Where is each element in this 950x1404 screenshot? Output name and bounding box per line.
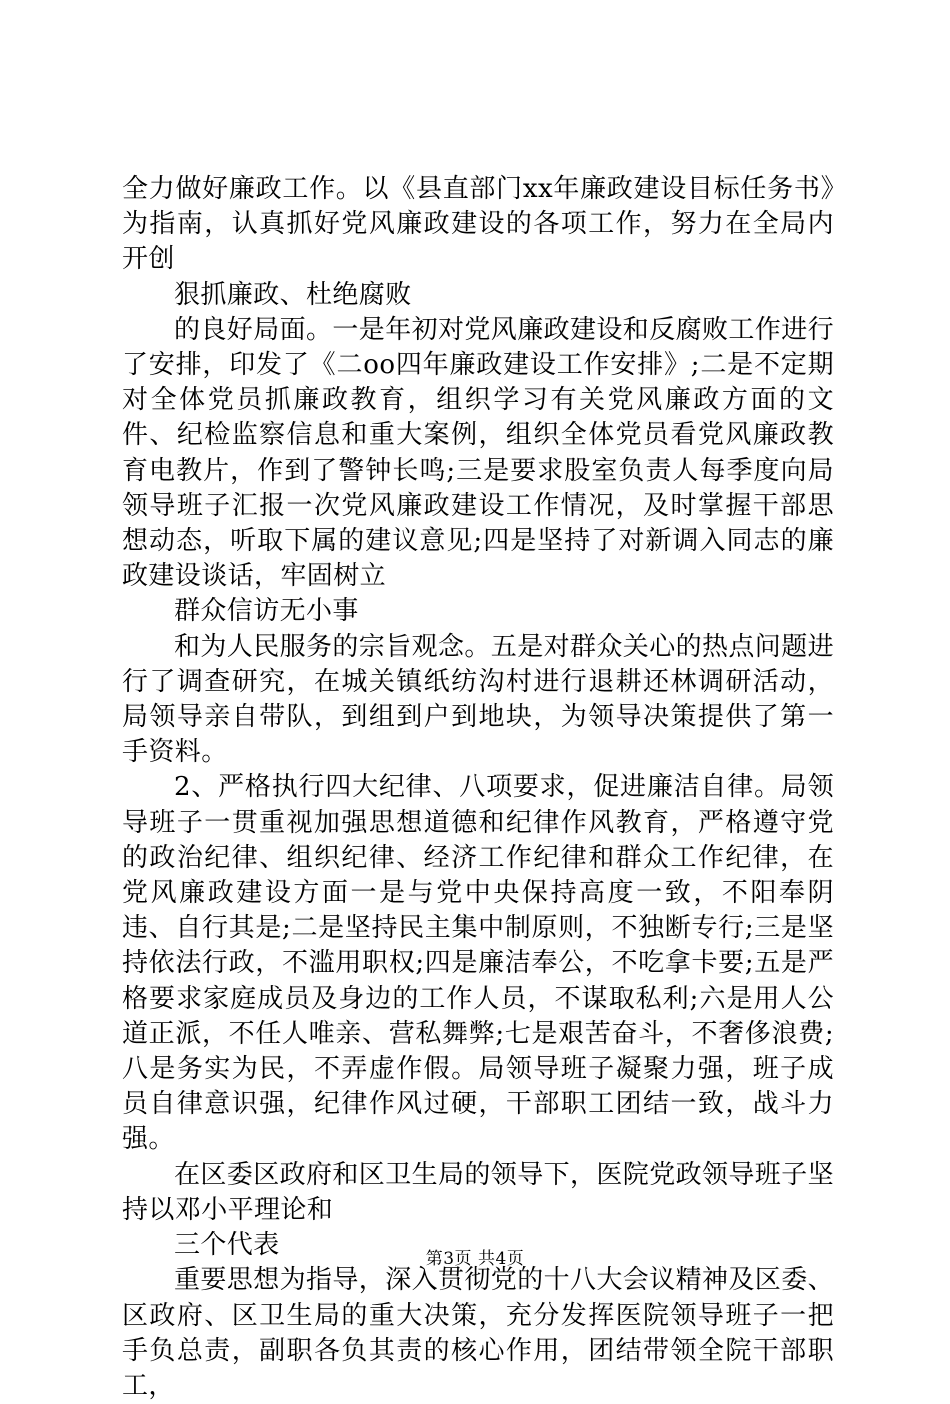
paragraph-1: 全力做好廉政工作。以《县直部门xx年廉政建设目标任务书》为指南，认真抓好党风廉政建设的各项工作，努力在全局内开创	[122, 174, 834, 275]
page-number-footer: 第3页 共4页	[425, 1249, 525, 1269]
quoted-phrase-1: 狠抓廉政、杜绝腐败	[174, 279, 412, 310]
document-body	[122, 172, 834, 1404]
quoted-phrase-3: 三个代表	[174, 1230, 280, 1261]
paragraph-5: 在区委区政府和区卫生局的领导下，医院党政领导班子坚持以邓小平理论和	[122, 1159, 835, 1225]
paragraph-6: 重要思想为指导，深入贯彻党的十八大会议精神及区委、区政府、区卫生局的重大决策，充分发挥医院领导班子一把手负总责，副职各负其责的核心作用，团结带领全院干部职工，	[122, 1265, 835, 1401]
paragraph-3: 和为人民服务的宗旨观念。五是对群众关心的热点问题进行了调查研究，在城关镇纸纺沟村进行退耕还林调研活动，局领导亲自带队，到组到户到地块，为领导决策提供了第一手资料。	[122, 631, 835, 768]
quoted-phrase-2: 群众信访无小事	[174, 596, 359, 627]
paragraph-2: 的良好局面。一是年初对党风廉政建设和反腐败工作进行了安排，印发了《二oo四年廉政建设工作安排》;二是不定期对全体党员抓廉政教育，组织学习有关党风廉政方面的文件、纪检监察信息和重大案例，组织全体党员看党风廉政教育电教片，作到了警钟长鸣;三是要求股室负责人每季度向局领导班子汇报一次党风廉政建设工作情况，及时掌握干部思想动态，听取下属的建议意见;四是坚持了对新调入同志的廉政建设谈话，牢固树立	[122, 314, 835, 592]
paragraph-4: 2、严格执行四大纪律、八项要求，促进廉洁自律。局领导班子一贯重视加强思想道德和纪律作风教育，严格遵守党的政治纪律、组织纪律、经济工作纪律和群众工作纪律，在党风廉政建设方面一是与党中央保持高度一致，不阳奉阴违、自行其是;二是坚持民主集中制原则，不独断专行;三是坚持依法行政，不滥用职权;四是廉洁奉公，不吃拿卡要;五是严格要求家庭成员及身边的工作人员，不谋取私利;六是用人公道正派，不任人唯亲、营私舞弊;七是艰苦奋斗，不奢侈浪费;八是务实为民，不弄虚作假。局领导班子凝聚力强，班子成员自律意识强，纪律作风过硬，干部职工团结一致，战斗力强。	[122, 772, 834, 1155]
